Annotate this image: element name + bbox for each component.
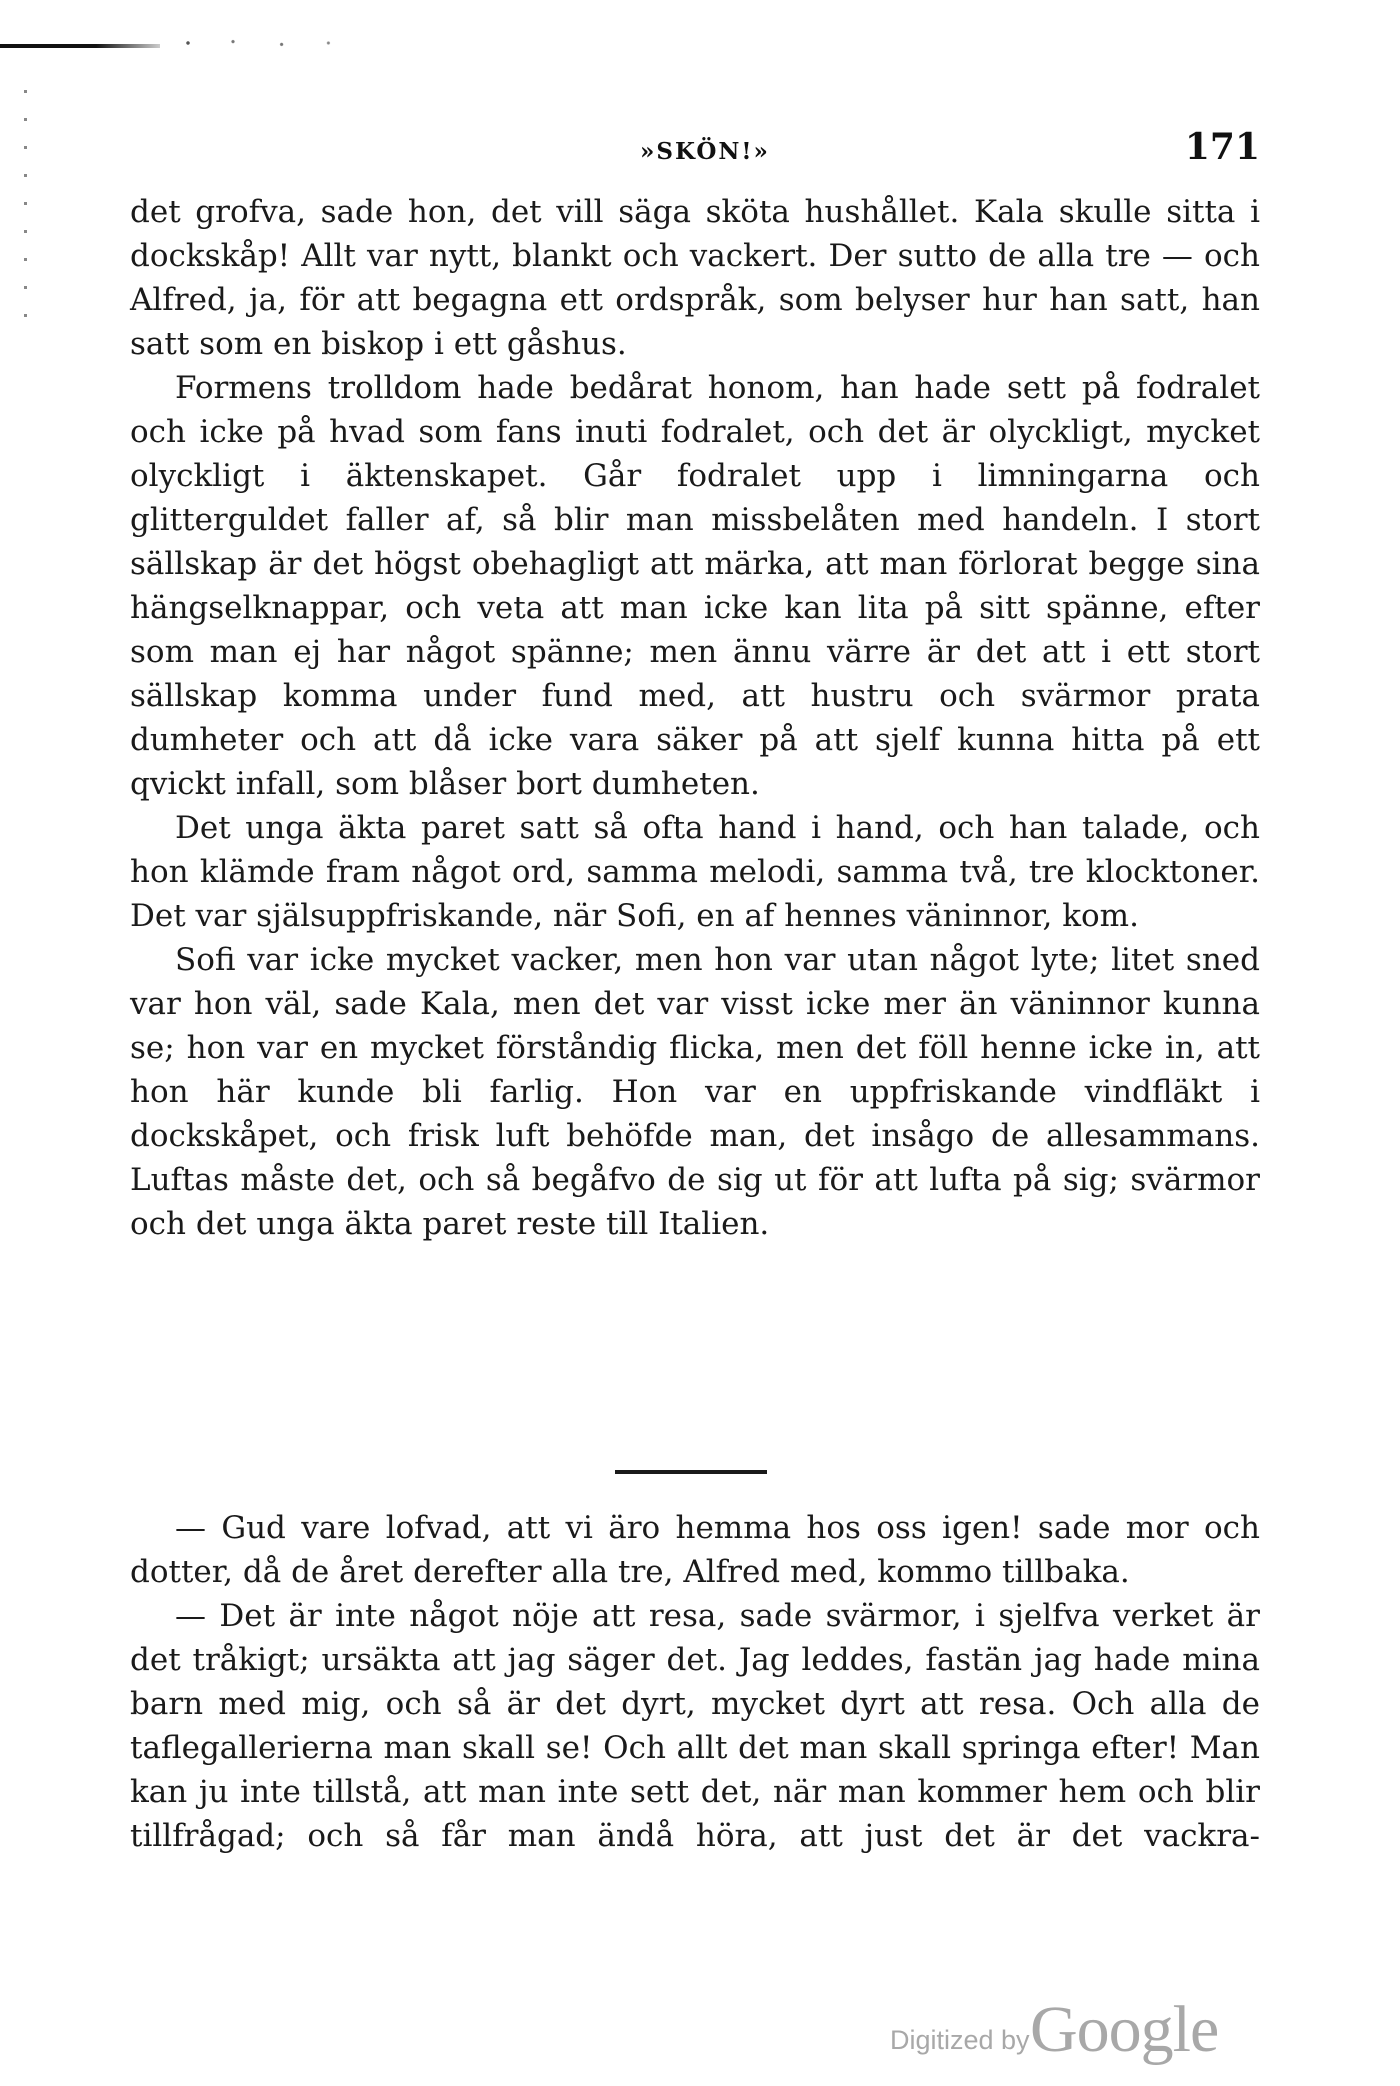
digitized-label: Digitized by xyxy=(890,2025,1030,2055)
body-text-section-2 xyxy=(130,1506,1260,1858)
scan-edge-mark xyxy=(0,44,160,48)
paragraph: Det unga äkta paret satt så ofta hand i hand, och han talade, och hon klämde fram något ord, samma melodi, samma två, tre klocktoner. Det var själsuppfriskande, när Sofi, en af hennes väninnor, kom. xyxy=(130,810,1260,934)
paragraph: — Gud vare lofvad, att vi äro hemma hos oss igen! sade mor och dotter, då de året derefter alla tre, Alfred med, kommo tillbaka. xyxy=(130,1510,1260,1590)
margin-marks xyxy=(24,90,27,320)
paragraph: Sofi var icke mycket vacker, men hon var utan något lyte; litet sned var hon väl, sade Kala, men det var visst icke mer än väninnor kunna se; hon var en mycket förståndig flicka, men det föll henne icke in, att hon här kunde bli farlig. Hon var en uppfriskande vindfläkt i dockskåpet, och frisk luft behöfde man, det insågo de allesammans. Luftas måste det, och så begåfvo de sig ut för att lufta på sig; svärmor och det unga äkta paret reste till Italien. xyxy=(130,942,1260,1242)
paragraph: det grofva, sade hon, det vill säga sköta hushållet. Kala skulle sitta i dockskåp! Allt var nytt, blankt och vackert. Der sutto de alla tre — och Alfred, ja, för att begagna ett ordspråk, som belyser hur han satt, han satt som en biskop i ett gåshus. xyxy=(130,194,1260,362)
paragraph: Formens trolldom hade bedårat honom, han hade sett på fodralet och icke på hvad som fans inuti fodralet, och det är olyckligt, mycket olyckligt i äktenskapet. Går fodralet upp i limningarna och glitterguldet faller af, så blir man missbelåten med handeln. I stort sällskap är det högst obehagligt att märka, att man förlorat begge sina hängselknappar, och veta att man icke kan lita på sitt spänne, efter som man ej har något spänne; men ännu värre är det att i ett stort sällskap komma under fund med, att hustru och svärmor prata dumheter och att då icke vara säker på att sjelf kunna hitta på ett qvickt infall, som blåser bort dumheten. xyxy=(130,370,1260,802)
running-head: »SKÖN!» xyxy=(640,138,770,165)
scan-specks xyxy=(170,36,350,50)
page-header xyxy=(130,124,1260,174)
page-number: 171 xyxy=(1184,126,1260,168)
body-text-section-1 xyxy=(130,190,1260,1246)
digitized-by-watermark xyxy=(890,1990,1290,2070)
google-logo: Google xyxy=(1030,1993,1219,2066)
paragraph: — Det är inte något nöje att resa, sade svärmor, i sjelfva verket är det tråkigt; ursäkta att jag säger det. Jag leddes, fastän jag hade mina barn med mig, och så är det dyrt, mycket dyrt att resa. Och alla de taflegallerierna man skall se! Och allt det man skall springa efter! Man kan ju inte tillstå, att man inte sett det, när man kommer hem och blir tillfrågad; och så får man ändå höra, att just det är det vackra- xyxy=(130,1598,1260,1854)
section-divider xyxy=(615,1470,767,1474)
